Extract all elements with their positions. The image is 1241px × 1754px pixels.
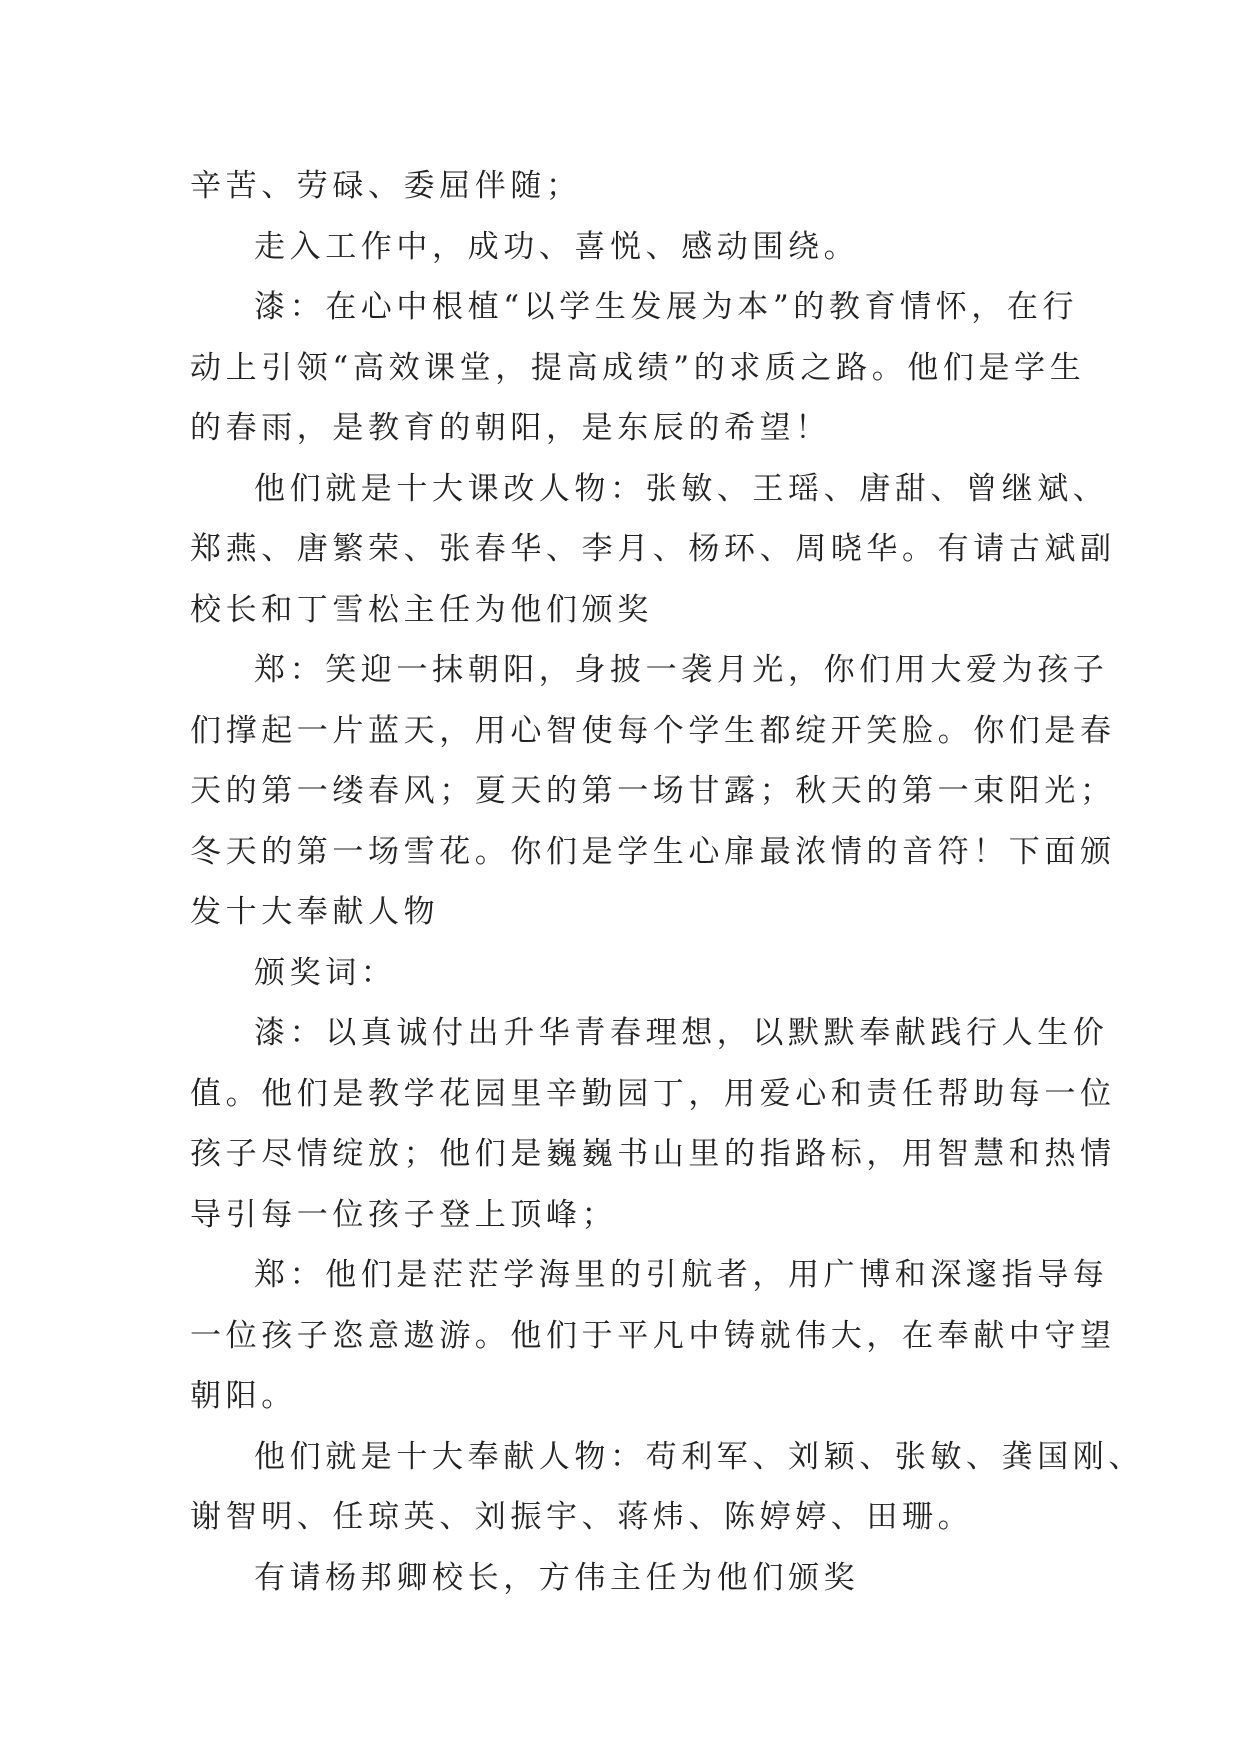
text-line: 他们就是十大奉献人物：苟利军、刘颖、张敏、龚国刚、: [254, 1438, 1144, 1475]
text-line: 冬天的第一场雪花。你们是学生心扉最浓情的音符！下面颁: [190, 833, 1116, 870]
text-line: 天的第一缕春风；夏天的第一场甘露；秋天的第一束阳光；: [190, 773, 1116, 809]
text-line: 谢智明、任琼英、刘振宇、蒋炜、陈婷婷、田珊。: [190, 1499, 974, 1535]
document-body: [190, 156, 1144, 1608]
text-line: 走入工作中，成功、喜悦、感动围绕。: [254, 228, 860, 265]
text-line: 他们就是十大课改人物：张敏、王瑶、唐甜、曾继斌、: [254, 470, 1109, 507]
text-line: 郑：他们是茫茫学海里的引航者，用广博和深邃指导每: [254, 1257, 1109, 1293]
text-line: 导引每一位孩子登上顶峰；: [190, 1196, 618, 1233]
text-line: 动上引领“高效课堂，提高成绩”的求质之路。他们是学生: [190, 349, 1086, 386]
text-line: 发十大奉献人物: [190, 894, 440, 930]
text-line: 漆：以真诚付出升华青春理想，以默默奉献践行人生价: [254, 1015, 1109, 1051]
text-line: 颁奖词：: [254, 954, 397, 991]
text-line: 孩子尽情绽放；他们是巍巍书山里的指路标，用智慧和热情: [190, 1136, 1116, 1172]
text-line: 们撑起一片蓝天，用心智使每个学生都绽开笑脸。你们是春: [190, 712, 1116, 749]
text-line: 有请杨邦卿校长，方伟主任为他们颁奖: [254, 1559, 860, 1596]
text-line: 辛苦、劳碌、委屈伴随；: [190, 168, 582, 204]
text-line: 漆：在心中根植“以学生发展为本”的教育情怀，在行: [254, 289, 1079, 325]
text-line: 朝阳。: [190, 1378, 297, 1414]
text-line: 值。他们是教学花园里辛勤园丁，用爱心和责任帮助每一位: [190, 1075, 1116, 1112]
text-line: 一位孩子恣意遨游。他们于平凡中铸就伟大，在奉献中守望: [190, 1317, 1116, 1354]
text-line: 郑燕、唐繁荣、张春华、李月、杨环、周晓华。有请古斌副: [190, 531, 1116, 567]
text-line: 郑：笑迎一抹朝阳，身披一袭月光，你们用大爱为孩子: [254, 652, 1109, 688]
text-line: 的春雨，是教育的朝阳，是东辰的希望！: [190, 410, 831, 446]
text-line: 校长和丁雪松主任为他们颁奖: [190, 591, 653, 628]
